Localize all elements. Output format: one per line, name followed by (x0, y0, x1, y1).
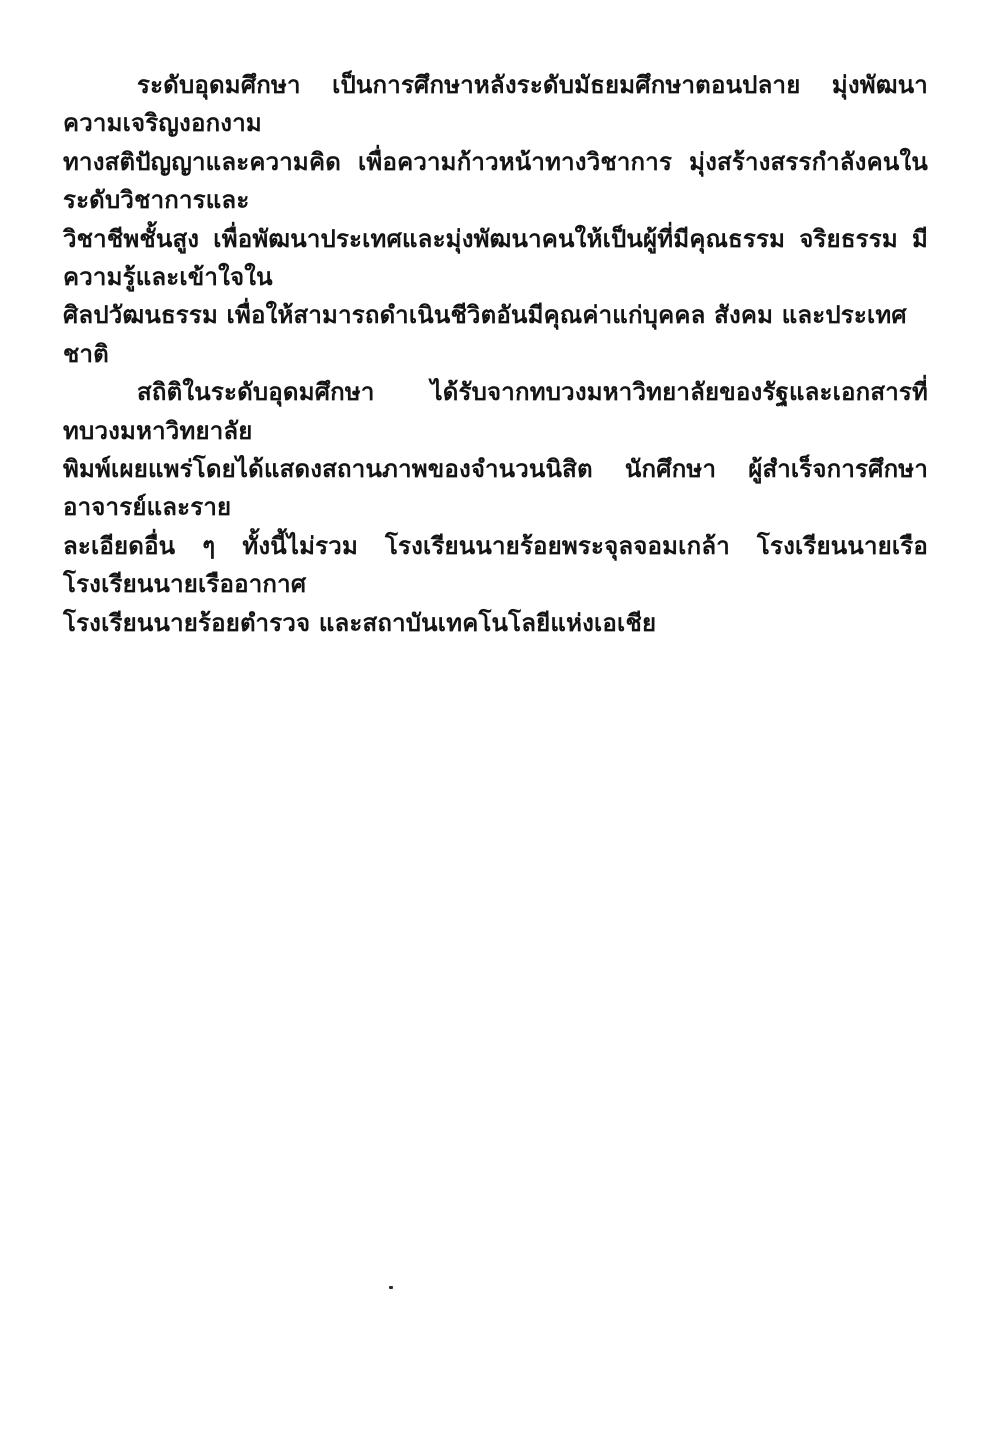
scan-ink-speck (389, 1286, 393, 1289)
text-block (63, 66, 928, 642)
paragraph-2-line-4: โรงเรียนนายร้อยตำรวจ และสถาบันเทคโนโลยีแห่งเอเชีย (63, 608, 657, 637)
paragraph-1-line-3: วิชาชีพชั้นสูง เพื่อพัฒนาประเทศและมุ่งพัฒนาคนให้เป็นผู้ที่มีคุณธรรม จริยธรรม มีความรู้และเข้าใจใน (63, 224, 928, 292)
paragraph-1-line-2: ทางสติปัญญาและความคิด เพื่อความก้าวหน้าทางวิชาการ มุ่งสร้างสรรกำลังคนในระดับวิชาการและ (63, 147, 928, 215)
paragraph-2-line-2: พิมพ์เผยแพร่โดยได้แสดงสถานภาพของจำนวนนิสิต นักศึกษา ผู้สำเร็จการศึกษา อาจารย์และราย (63, 455, 928, 522)
paragraph-1-line-1: ระดับอุดมศึกษา เป็นการศึกษาหลังระดับมัธยมศึกษาตอนปลาย มุ่งพัฒนาความเจริญงอกงาม (63, 71, 928, 138)
paragraph-2 (63, 373, 928, 642)
paragraph-2-line-3: ละเอียดอื่น ๆ ทั้งนี้ไม่รวม โรงเรียนนายร้อยพระจุลจอมเกล้า โรงเรียนนายเรือ โรงเรียนนายเรืออากาศ (63, 531, 928, 599)
paragraph-2-line-1: สถิติในระดับอุดมศึกษา ได้รับจากทบวงมหาวิทยาลัยของรัฐและเอกสารที่ทบวงมหาวิทยาลัย (63, 378, 928, 445)
paragraph-1-line-4: ศิลปวัฒนธรรม เพื่อให้สามารถดำเนินชีวิตอันมีคุณค่าแก่บุคคล สังคม และประเทศชาติ (63, 301, 907, 368)
paragraph-1 (63, 66, 928, 373)
